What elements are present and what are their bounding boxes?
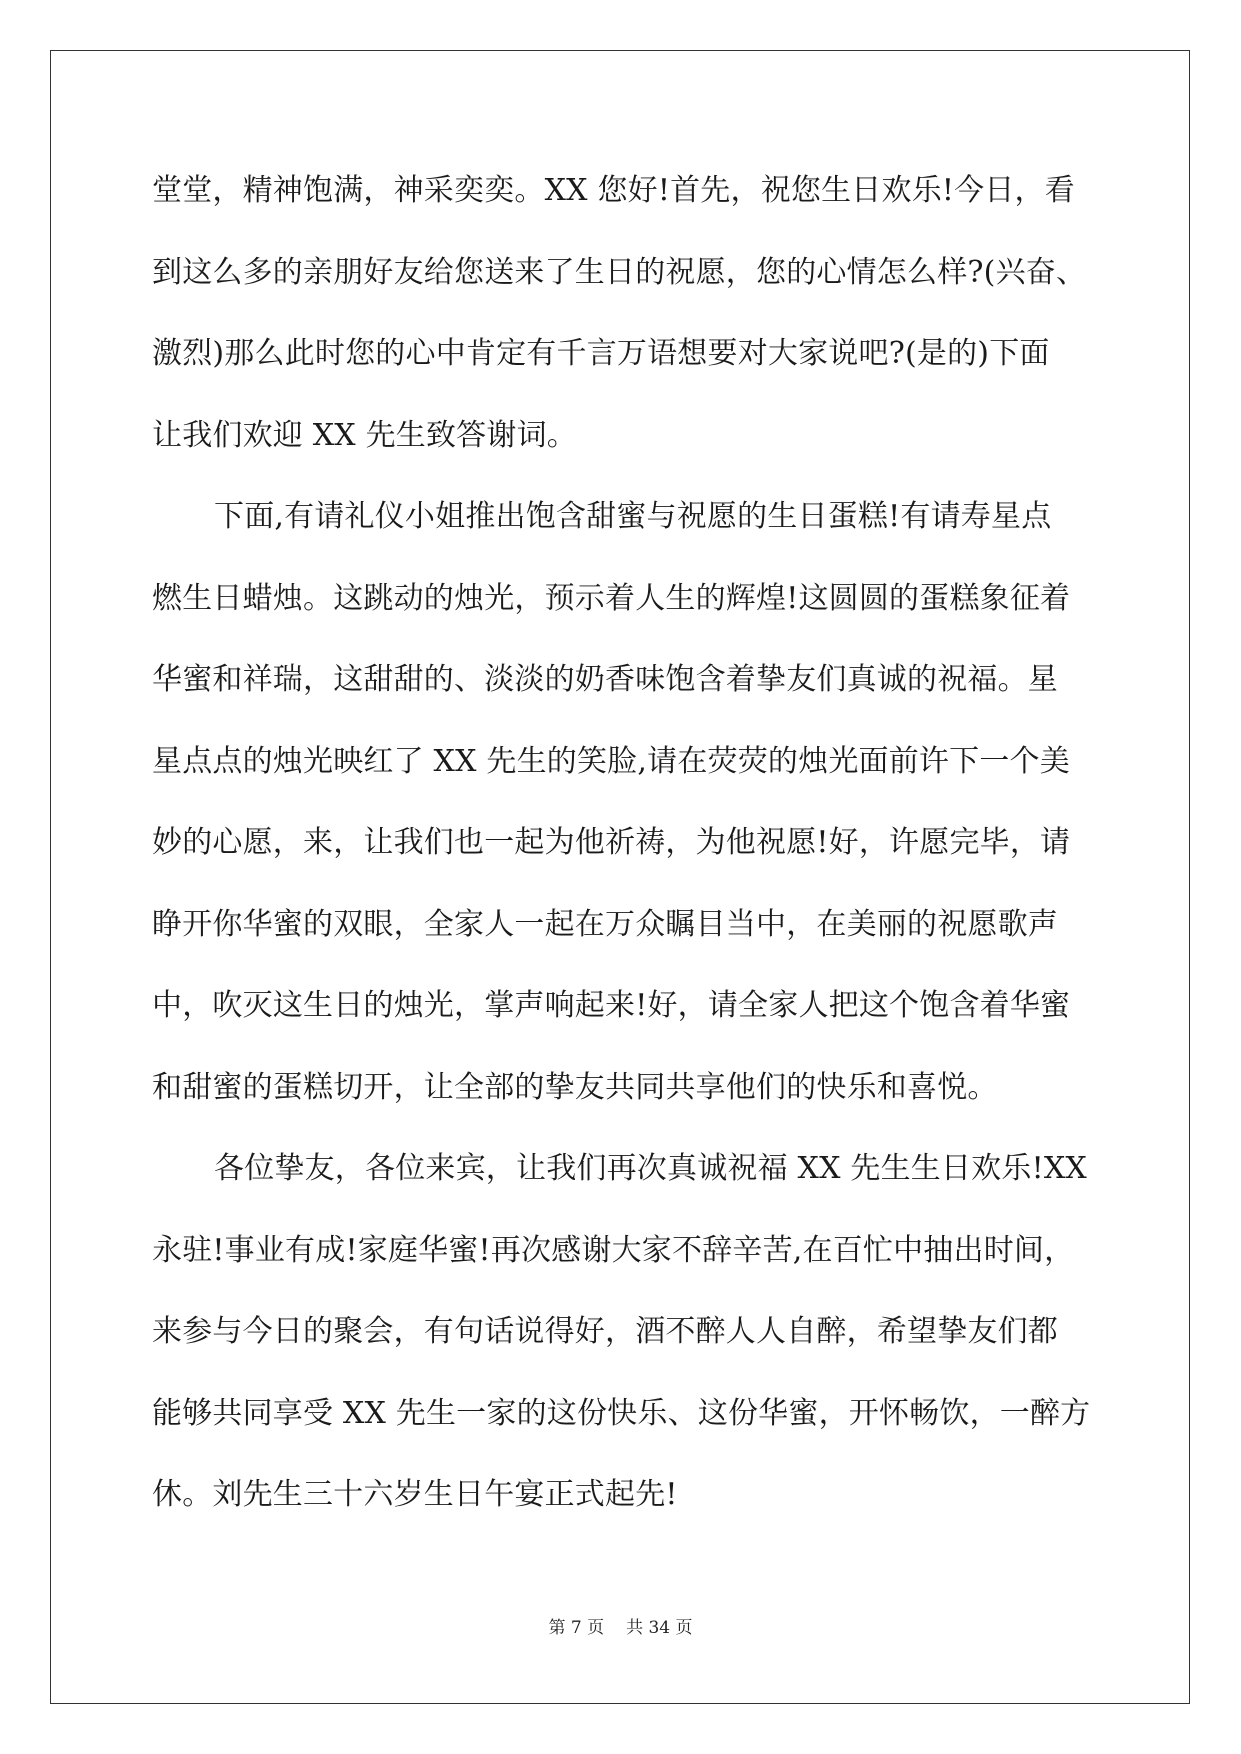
document-body — [152, 150, 1092, 1536]
text-line: 来参与今日的聚会，有句话说得好，酒不醉人人自醉，希望挚友们都 — [152, 1314, 1058, 1349]
paragraph-start-line: 下面,有请礼仪小姐推出饱含甜蜜与祝愿的生日蛋糕!有请寿星点 — [214, 499, 1052, 534]
page-total: 共 34 页 — [626, 1618, 693, 1638]
text-line: 中，吹灭这生日的烛光，掌声响起来!好，请全家人把这个饱含着华蜜 — [152, 988, 1071, 1023]
text-line: 睁开你华蜜的双眼，全家人一起在万众瞩目当中，在美丽的祝愿歌声 — [152, 906, 1058, 942]
text-line: 激烈)那么此时您的心中肯定有千言万语想要对大家说吧?(是的)下面 — [152, 336, 1050, 371]
page-number: 第 7 页 — [548, 1618, 605, 1638]
text-line: 堂堂，精神饱满，神采奕奕。XX 您好!首先，祝您生日欢乐!今日，看 — [152, 173, 1075, 208]
page-footer — [0, 1613, 1241, 1638]
text-line: 能够共同享受 XX 先生一家的这份快乐、这份华蜜，开怀畅饮，一醉方 — [152, 1395, 1091, 1431]
text-line: 永驻!事业有成!家庭华蜜!再次感谢大家不辞辛苦,在百忙中抽出时间， — [152, 1232, 1075, 1268]
text-line: 燃生日蜡烛。这跳动的烛光，预示着人生的辉煌!这圆圆的蛋糕象征着 — [152, 580, 1071, 616]
text-line: 到这么多的亲朋好友给您送来了生日的祝愿，您的心情怎么样?(兴奋、 — [152, 254, 1087, 290]
text-line: 让我们欢迎 XX 先生致答谢词。 — [152, 417, 577, 453]
text-line: 休。刘先生三十六岁生日午宴正式起先! — [152, 1477, 678, 1512]
text-line: 妙的心愿，来，让我们也一起为他祈祷，为他祝愿!好，许愿完毕，请 — [152, 825, 1071, 860]
paragraph-start-line: 各位挚友，各位来宾，让我们再次真诚祝福 XX 先生生日欢乐!XX — [214, 1151, 1087, 1186]
text-line: 华蜜和祥瑞，这甜甜的、淡淡的奶香味饱含着挚友们真诚的祝福。星 — [152, 662, 1058, 697]
text-line: 和甜蜜的蛋糕切开，让全部的挚友共同共享他们的快乐和喜悦。 — [152, 1069, 998, 1105]
text-line: 星点点的烛光映红了 XX 先生的笑脸,请在荧荧的烛光面前许下一个美 — [152, 743, 1070, 779]
